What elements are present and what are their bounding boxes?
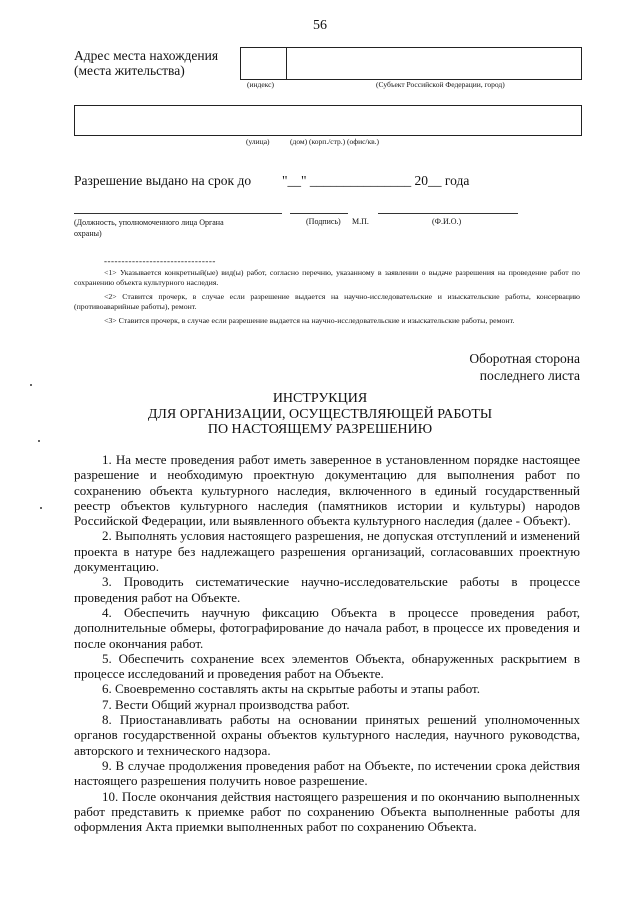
scan-mark — [40, 507, 42, 509]
instruction-item: 1. На месте проведения работ иметь заверенное в установленном порядке настоящее разрешение и необходимую проектную документацию для выполнения работ по сохранению объекта культурного наследия, включенного в единый государственный реестр объектов культурного наследия (памятников истории и культуры) народов Российской Федерации, или выявленного объекта культурного наследия (далее - Объект). — [74, 452, 580, 529]
footnote-1: <1> Указывается конкретный(ые) вид(ы) работ, согласно перечню, указанному в заявлении о выдаче разрешения на проведение работ по сохранению объекта культурного наследия. — [74, 268, 580, 287]
stamp-label: М.П. — [352, 217, 369, 226]
term-label: Разрешение выдано на срок до — [74, 173, 252, 188]
caption-region: (Субъект Российской Федерации, город) — [376, 80, 505, 89]
position-line — [74, 213, 282, 214]
footnote-separator: -------------------------------- — [104, 256, 216, 266]
instruction-item: 4. Обеспечить научную фиксацию Объекта в процессе проведения работ, дополнительные обмеры, фотографирование до начала работ, в процессе их проведения и после окончания работ. — [74, 604, 580, 651]
signature-line — [290, 213, 348, 214]
scan-mark — [30, 384, 32, 386]
instruction-title: ИНСТРУКЦИЯ ДЛЯ ОРГАНИЗАЦИИ, ОСУЩЕСТВЛЯЮЩЕЙ РАБОТЫ ПО НАСТОЯЩЕМУ РАЗРЕШЕНИЮ — [147, 391, 493, 437]
name-caption: (Ф.И.О.) — [432, 217, 462, 226]
instruction-item: 10. После окончания действия настоящего разрешения и по окончанию выполненных работ представить к приемке работ по сохранению Объекта выполненные работы для оформления Акта приемки выполненных работ по сохранению Объекта. — [74, 788, 580, 835]
address-label: Адрес места нахождения (места жительства) — [74, 48, 219, 78]
position-caption: (Должность, уполномоченного лица Органа охраны) — [74, 218, 224, 238]
name-line — [378, 213, 518, 214]
instruction-item: 2. Выполнять условия настоящего разрешения, не допуская отступлений и изменений проекта в натуре без надлежащего разрешения организаций, согласовавших проектную документацию. — [74, 528, 580, 575]
address-index-region-field[interactable] — [240, 47, 582, 80]
scan-mark — [38, 440, 40, 442]
caption-index: (индекс) — [247, 80, 274, 89]
page-number: 56 — [313, 18, 327, 33]
instruction-item: 8. Приостанавливать работы на основании принятых решений уполномоченных органов государственной охраны объектов культурного наследия, научного руководства, авторского и технического надзора. — [74, 712, 580, 758]
instruction-item: 7. Вести Общий журнал производства работ. — [102, 696, 350, 712]
sign-caption: (Подпись) — [306, 217, 341, 226]
caption-street: (улица) — [246, 137, 270, 146]
caption-house: (дом) (корп./стр.) (офис/кв.) — [290, 137, 380, 146]
address-street-field[interactable] — [74, 105, 582, 136]
instruction-item: 6. Своевременно составлять акты на скрытые работы и этапы работ. — [102, 681, 481, 697]
footnote-3: <3> Ставится прочерк, в случае если разрешение выдается на научно-исследовательские и изыскательские работы, ремонт. — [104, 316, 515, 325]
footnote-2: <2> Ставится прочерк, в случае если разрешение выдается на научно-исследовательские и изыскательские работы, консервацию (противоаварийные работы), ремонт. — [74, 292, 580, 311]
term-date: "__" _______________ 20__ года — [282, 173, 470, 188]
reverse-side-label: Оборотная сторона последнего листа — [469, 351, 580, 383]
instruction-item: 3. Проводить систематические научно-исследовательские работы в процессе проведения работ на Объекте. — [74, 574, 580, 605]
instruction-item: 5. Обеспечить сохранение всех элементов Объекта, обнаруженных раскрытием в процессе исследований и проведения работ на Объекте. — [74, 650, 580, 682]
instruction-item: 9. В случае продолжения проведения работ на Объекте, по истечении срока действия настоящего разрешения получить новое разрешение. — [74, 757, 580, 789]
instruction-body — [74, 452, 580, 834]
